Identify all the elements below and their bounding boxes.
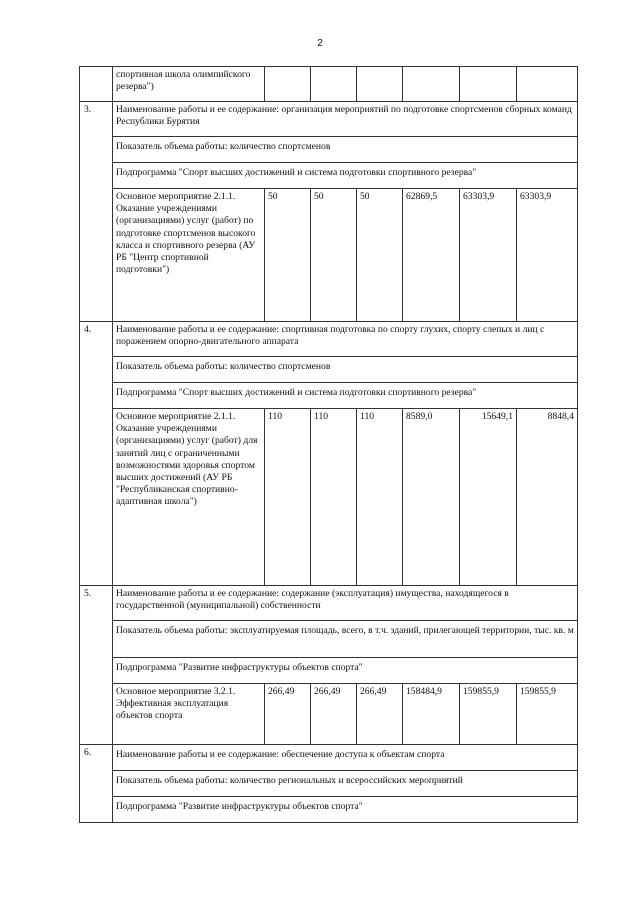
section-3-subprogram-row [80,163,578,189]
section-6-header-row [80,745,578,771]
section-3-indicator-row [80,137,578,163]
section-number: 3. [80,102,113,322]
subprogram: Подпрограмма "Спорт высших достижений и система подготовки спортивного резерва" [113,163,578,189]
value-cell: 8589,0 [403,409,460,586]
subprogram: Подпрограмма "Развитие инфраструктуры объектов спорта" [113,797,578,823]
value-cell: 50 [311,189,357,322]
section-number: 5. [80,586,113,745]
value-cell: 110 [357,409,403,586]
indicator: Показатель объема работы: эксплуатируемая площадь, всего, в т.ч. зданий, прилегающей территории, тыс. кв. м [113,621,578,658]
section-number: 4. [80,322,113,586]
page-number: 2 [317,38,323,49]
state-task-table [79,66,578,823]
indicator: Показатель объема работы: количество региональных и всероссийских мероприятий [113,771,578,797]
section-4-indicator-row [80,357,578,383]
section-3-activity-row [80,189,578,322]
value-cell: 50 [357,189,403,322]
section-4-header-row [80,322,578,357]
work-name: Наименование работы и ее содержание: организация мероприятий по подготовке спортсменов сборных команд Республики Бурятия [113,102,578,137]
section-6-indicator-row [80,771,578,797]
value-cell: 110 [311,409,357,586]
indicator: Показатель объема работы: количество спортсменов [113,137,578,163]
activity-cell: Основное мероприятие 2.1.1. Оказание учреждениями (организациями) услуг (работ) по подготовке спортсменов высокого класса и спортивного резерва (АУ РБ "Центр спортивной подготовки") [113,189,265,322]
cell-empty [80,67,113,102]
section-5-header-row [80,586,578,621]
value-cell: 63303,9 [460,189,517,322]
indicator: Показатель объема работы: количество спортсменов [113,357,578,383]
section-3-header-row [80,102,578,137]
value-cell: 63303,9 [517,189,578,322]
value-cell: 50 [265,189,311,322]
section-5-indicator-row [80,621,578,658]
activity-cell: Основное мероприятие 2.1.1. Оказание учреждениями (организациями) услуг (работ) для занятий лиц с ограниченными возможностями здоровья спортом высших достижений (АУ РБ "Республиканская спортивно-адаптивная школа") [113,409,265,586]
value-cell: 158484,9 [403,684,460,745]
section-5-subprogram-row [80,658,578,684]
value-cell: 159855,9 [460,684,517,745]
value-cell: 266,49 [357,684,403,745]
subprogram: Подпрограмма "Спорт высших достижений и система подготовки спортивного резерва" [113,383,578,409]
value-cell: 266,49 [311,684,357,745]
value-cell: 266,49 [265,684,311,745]
value-cell: 110 [265,409,311,586]
section-4-subprogram-row [80,383,578,409]
work-name: Наименование работы и ее содержание: спортивная подготовка по спорту глухих, спорту слепых и лиц с поражением опорно-двигательного аппарата [113,322,578,357]
section-number: 6. [80,745,113,823]
section-4-activity-row [80,409,578,586]
value-cell: 62869,5 [403,189,460,322]
work-name: Наименование работы и ее содержание: содержание (эксплуатация) имущества, находящегося в государственной (муниципальной) собственности [113,586,578,621]
section-6-subprogram-row [80,797,578,823]
continuation-row [80,67,578,102]
value-cell: 159855,9 [517,684,578,745]
activity-cell: спортивная школа олимпийского резерва") [113,67,265,102]
value-cell: 8848,4 [517,409,578,586]
section-5-activity-row [80,684,578,745]
work-name: Наименование работы и ее содержание: обеспечение доступа к объектам спорта [113,745,578,771]
activity-cell: Основное мероприятие 3.2.1. Эффективная эксплуатация объектов спорта [113,684,265,745]
value-cell: 15649,1 [460,409,517,586]
subprogram: Подпрограмма "Развитие инфраструктуры объектов спорта" [113,658,578,684]
